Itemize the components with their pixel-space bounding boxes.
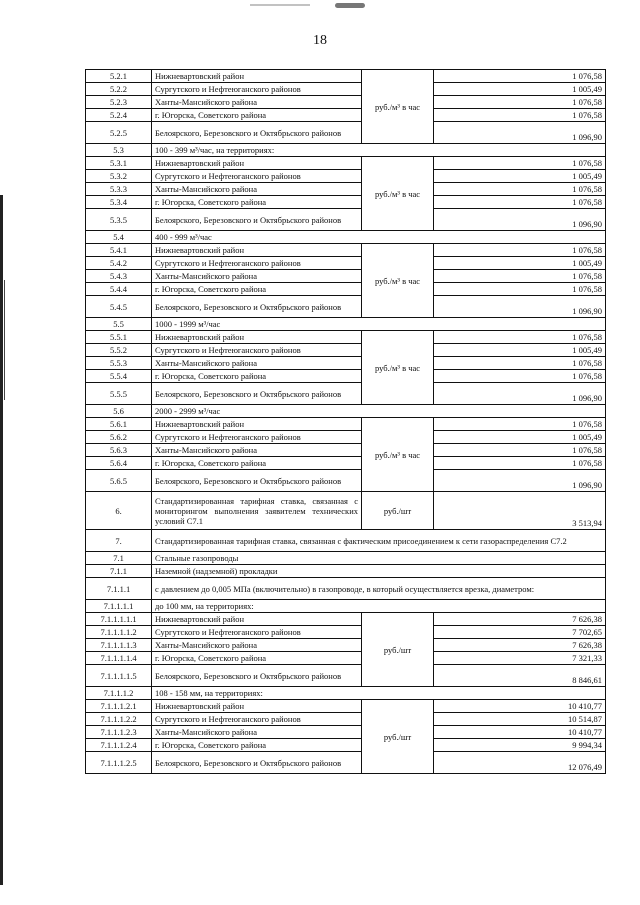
row-value: 1 076,58 (434, 283, 606, 296)
row-value: 1 076,58 (434, 418, 606, 431)
row-value: 1 096,90 (434, 470, 606, 492)
row-number: 5.5.4 (86, 370, 152, 383)
table-row (86, 257, 606, 270)
table-row (86, 183, 606, 196)
unit-cell: руб./шт (362, 613, 434, 687)
row-number: 5.6.4 (86, 457, 152, 470)
row-value: 1 076,58 (434, 109, 606, 122)
unit-cell: руб./м³ в час (362, 331, 434, 405)
row-number: 5.3.4 (86, 196, 152, 209)
row-description: с давлением до 0,005 МПа (включительно) в газопроводе, в который осуществляется врезка, диаметром: (152, 578, 606, 600)
table-row (86, 739, 606, 752)
table-row (86, 726, 606, 739)
row-number: 5.3 (86, 144, 152, 157)
row-value: 7 702,65 (434, 626, 606, 639)
row-value: 1 096,90 (434, 209, 606, 231)
row-number: 5.2.5 (86, 122, 152, 144)
row-value: 1 005,49 (434, 83, 606, 96)
row-description: Ханты-Мансийского района (152, 183, 362, 196)
row-number: 5.3.5 (86, 209, 152, 231)
row-value: 1 076,58 (434, 196, 606, 209)
row-value: 1 096,90 (434, 296, 606, 318)
row-value: 3 513,94 (434, 492, 606, 530)
row-description: Белоярского, Березовского и Октябрьского районов (152, 470, 362, 492)
row-number: 5.2.2 (86, 83, 152, 96)
table-row (86, 752, 606, 774)
table-row (86, 492, 606, 530)
tariff-table (85, 69, 606, 774)
table-row (86, 122, 606, 144)
group-header-row (86, 565, 606, 578)
row-value: 1 005,49 (434, 431, 606, 444)
row-description: Сургутского и Нефтеюганского районов (152, 431, 362, 444)
row-description: 108 - 158 мм, на территориях: (152, 687, 606, 700)
table-row (86, 418, 606, 431)
row-value: 10 410,77 (434, 700, 606, 713)
row-description: Белоярского, Березовского и Октябрьского районов (152, 665, 362, 687)
row-description: 400 - 999 м³/час (152, 231, 606, 244)
row-description: Нижневартовский район (152, 613, 362, 626)
table-row (86, 283, 606, 296)
row-value: 10 410,77 (434, 726, 606, 739)
row-value: 7 626,38 (434, 639, 606, 652)
row-number: 7.1.1.1.2.1 (86, 700, 152, 713)
row-number: 6. (86, 492, 152, 530)
row-number: 5.4.3 (86, 270, 152, 283)
row-description: Белоярского, Березовского и Октябрьского районов (152, 122, 362, 144)
group-header-row (86, 552, 606, 565)
row-value: 1 076,58 (434, 244, 606, 257)
table-row (86, 626, 606, 639)
row-value: 1 096,90 (434, 122, 606, 144)
table-row (86, 244, 606, 257)
group-header-row (86, 318, 606, 331)
row-description: Нижневартовский район (152, 244, 362, 257)
unit-cell: руб./м³ в час (362, 418, 434, 492)
row-value: 1 076,58 (434, 444, 606, 457)
row-number: 5.4.5 (86, 296, 152, 318)
row-description: Сургутского и Нефтеюганского районов (152, 170, 362, 183)
row-description: до 100 мм, на территориях: (152, 600, 606, 613)
table-row (86, 652, 606, 665)
row-number: 7.1.1.1.1.3 (86, 639, 152, 652)
table-row (86, 444, 606, 457)
scan-edge-line (4, 280, 5, 400)
row-number: 5.6.5 (86, 470, 152, 492)
row-number: 5.5.2 (86, 344, 152, 357)
row-value: 1 096,90 (434, 383, 606, 405)
table-row (86, 331, 606, 344)
row-description: г. Югорска, Советского района (152, 652, 362, 665)
group-header-row (86, 144, 606, 157)
row-description: Сургутского и Нефтеюганского районов (152, 344, 362, 357)
row-description: г. Югорска, Советского района (152, 457, 362, 470)
row-number: 5.6.2 (86, 431, 152, 444)
row-number: 7.1.1.1.1.1 (86, 613, 152, 626)
table-row (86, 470, 606, 492)
row-value: 8 846,61 (434, 665, 606, 687)
row-description: Стандартизированная тарифная ставка, связанная с мониторингом выполнения заявителем технических условий С7.1 (152, 492, 362, 530)
scan-edge-line (0, 195, 3, 885)
row-description: Сургутского и Нефтеюганского районов (152, 83, 362, 96)
scan-smudge (335, 3, 365, 8)
row-description: Стальные газопроводы (152, 552, 606, 565)
row-value: 1 076,58 (434, 70, 606, 83)
row-description: Нижневартовский район (152, 70, 362, 83)
row-number: 7.1 (86, 552, 152, 565)
table-row (86, 170, 606, 183)
scan-smudge (250, 4, 310, 6)
row-number: 7.1.1.1.1.2 (86, 626, 152, 639)
unit-cell: руб./шт (362, 492, 434, 530)
row-description: Белоярского, Березовского и Октябрьского районов (152, 209, 362, 231)
row-value: 1 076,58 (434, 357, 606, 370)
row-description: г. Югорска, Советского района (152, 370, 362, 383)
table-row (86, 700, 606, 713)
row-description: Нижневартовский район (152, 331, 362, 344)
row-value: 1 076,58 (434, 457, 606, 470)
row-number: 5.4.1 (86, 244, 152, 257)
unit-cell: руб./м³ в час (362, 70, 434, 144)
row-number: 5.2.1 (86, 70, 152, 83)
row-number: 5.6 (86, 405, 152, 418)
row-description: г. Югорска, Советского района (152, 283, 362, 296)
table-row (86, 96, 606, 109)
row-number: 7.1.1.1 (86, 578, 152, 600)
row-value: 1 076,58 (434, 183, 606, 196)
row-value: 1 076,58 (434, 157, 606, 170)
table-row (86, 196, 606, 209)
row-description: Ханты-Мансийского района (152, 726, 362, 739)
table-row (86, 370, 606, 383)
row-description: г. Югорска, Советского района (152, 109, 362, 122)
table-row (86, 344, 606, 357)
row-number: 5.6.3 (86, 444, 152, 457)
row-value: 12 076,49 (434, 752, 606, 774)
row-number: 5.4 (86, 231, 152, 244)
table-row (86, 83, 606, 96)
group-header-row (86, 231, 606, 244)
row-number: 5.3.3 (86, 183, 152, 196)
unit-cell: руб./м³ в час (362, 244, 434, 318)
row-value: 1 076,58 (434, 96, 606, 109)
table-row (86, 457, 606, 470)
row-number: 7.1.1 (86, 565, 152, 578)
group-header-row (86, 405, 606, 418)
row-number: 5.5 (86, 318, 152, 331)
table-row (86, 639, 606, 652)
row-description: г. Югорска, Советского района (152, 739, 362, 752)
row-description: 100 - 399 м³/час, на территориях: (152, 144, 606, 157)
row-value: 1 005,49 (434, 257, 606, 270)
row-number: 5.2.3 (86, 96, 152, 109)
row-description: Нижневартовский район (152, 418, 362, 431)
row-number: 7.1.1.1.1.4 (86, 652, 152, 665)
table-row (86, 270, 606, 283)
row-description: 1000 - 1999 м³/час (152, 318, 606, 331)
table-row (86, 713, 606, 726)
row-description: Ханты-Мансийского района (152, 444, 362, 457)
row-number: 7.1.1.1.2.3 (86, 726, 152, 739)
row-description: Ханты-Мансийского района (152, 270, 362, 283)
row-description: Ханты-Мансийского района (152, 639, 362, 652)
row-value: 1 076,58 (434, 370, 606, 383)
row-description: Ханты-Мансийского района (152, 96, 362, 109)
row-value: 1 076,58 (434, 270, 606, 283)
row-number: 7.1.1.1.1.5 (86, 665, 152, 687)
row-description: Стандартизированная тарифная ставка, связанная с фактическим присоединением к сети газораспределения С7.2 (152, 530, 606, 552)
row-number: 5.4.4 (86, 283, 152, 296)
table-row (86, 209, 606, 231)
row-number: 5.6.1 (86, 418, 152, 431)
row-description: Сургутского и Нефтеюганского районов (152, 626, 362, 639)
table-row (86, 109, 606, 122)
table-row (86, 431, 606, 444)
row-value: 10 514,87 (434, 713, 606, 726)
row-number: 7.1.1.1.1 (86, 600, 152, 613)
table-row (86, 665, 606, 687)
row-value: 7 626,38 (434, 613, 606, 626)
row-number: 7.1.1.1.2 (86, 687, 152, 700)
row-number: 7.1.1.1.2.5 (86, 752, 152, 774)
section-row (86, 578, 606, 600)
row-value: 1 005,49 (434, 170, 606, 183)
row-number: 5.5.5 (86, 383, 152, 405)
row-description: Нижневартовский район (152, 157, 362, 170)
unit-cell: руб./шт (362, 700, 434, 774)
row-description: Наземной (надземной) прокладки (152, 565, 606, 578)
row-number: 5.3.1 (86, 157, 152, 170)
row-number: 7.1.1.1.2.4 (86, 739, 152, 752)
table-row (86, 157, 606, 170)
row-number: 7. (86, 530, 152, 552)
table-row (86, 70, 606, 83)
group-header-row (86, 600, 606, 613)
row-description: Сургутского и Нефтеюганского районов (152, 713, 362, 726)
row-number: 5.4.2 (86, 257, 152, 270)
row-number: 5.2.4 (86, 109, 152, 122)
row-value: 9 994,34 (434, 739, 606, 752)
row-description: Белоярского, Березовского и Октябрьского районов (152, 752, 362, 774)
table-row (86, 383, 606, 405)
table-row (86, 296, 606, 318)
row-description: Белоярского, Березовского и Октябрьского районов (152, 296, 362, 318)
row-number: 7.1.1.1.2.2 (86, 713, 152, 726)
row-description: г. Югорска, Советского района (152, 196, 362, 209)
row-number: 5.5.3 (86, 357, 152, 370)
table-row (86, 613, 606, 626)
row-value: 7 321,33 (434, 652, 606, 665)
row-description: 2000 - 2999 м³/час (152, 405, 606, 418)
table-row (86, 357, 606, 370)
row-number: 5.5.1 (86, 331, 152, 344)
page-number: 18 (313, 33, 327, 48)
unit-cell: руб./м³ в час (362, 157, 434, 231)
row-description: Белоярского, Березовского и Октябрьского районов (152, 383, 362, 405)
group-header-row (86, 687, 606, 700)
row-description: Сургутского и Нефтеюганского районов (152, 257, 362, 270)
row-description: Ханты-Мансийского района (152, 357, 362, 370)
section-row (86, 530, 606, 552)
row-number: 5.3.2 (86, 170, 152, 183)
row-value: 1 005,49 (434, 344, 606, 357)
row-value: 1 076,58 (434, 331, 606, 344)
row-description: Нижневартовский район (152, 700, 362, 713)
